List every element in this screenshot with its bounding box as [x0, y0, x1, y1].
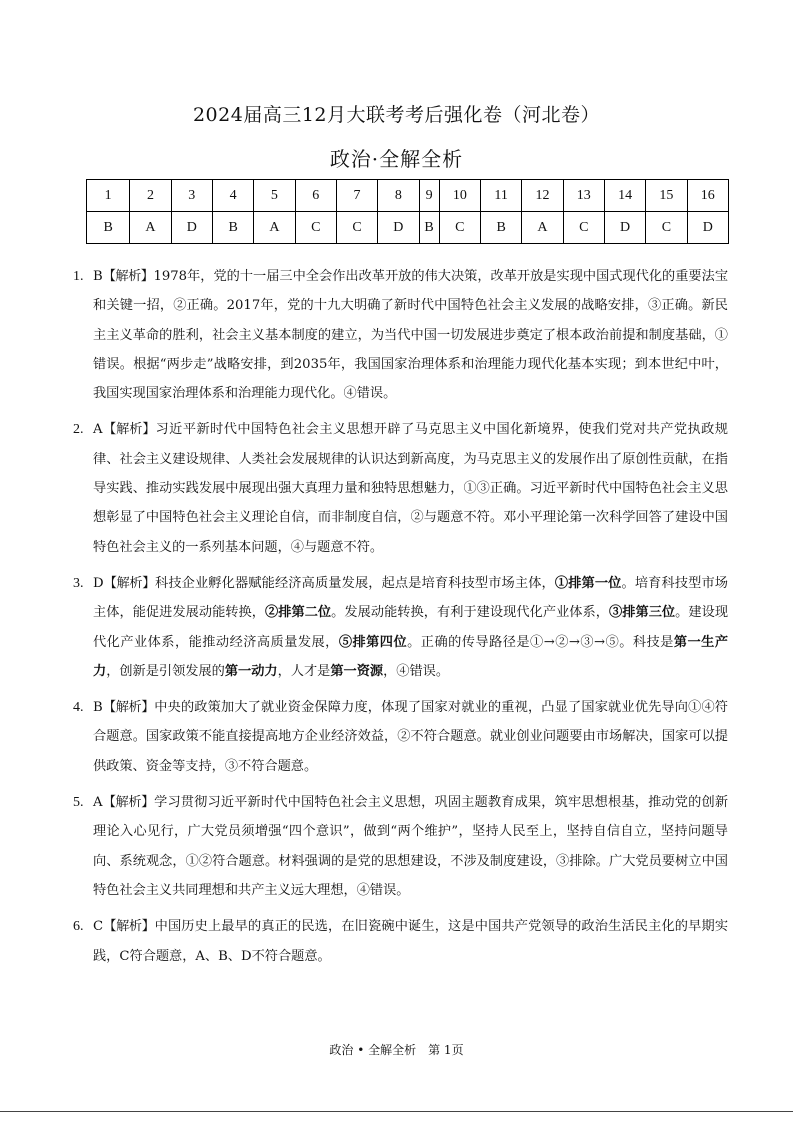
question-number-cell: 12 — [522, 180, 563, 212]
item-body — [93, 415, 728, 561]
item-answer: A — [93, 795, 103, 811]
item-answer: C — [93, 919, 104, 935]
question-number-cell: 9 — [419, 180, 439, 212]
answer-cell: A — [130, 212, 171, 244]
item-text: ，人才是 — [277, 663, 331, 679]
explanation-item — [73, 788, 728, 905]
question-number-cell: 5 — [254, 180, 295, 212]
item-body — [93, 262, 728, 408]
item-number: 1. — [73, 269, 84, 284]
analysis-tag: 【解析】 — [102, 795, 155, 811]
item-answer: D — [93, 575, 104, 591]
item-text: 学习贯彻习近平新时代中国特色社会主义思想，巩固主题教育成果，筑牢思想根基，推动党的创新理论入心见行，广大党员须增强“四个意识”，做到“两个维护”，坚持人民至上，坚持自信自立，坚持问题导向、系统观念，①②符合题意。材料强调的是党的思想建设，不涉及制度建设，③排除。广大党员要树立中国特色社会主义共同理想和共产主义远大理想，④错误。 — [93, 795, 729, 898]
emphasis-text: ②排第二位 — [265, 605, 332, 621]
question-number-cell: 15 — [646, 180, 687, 212]
item-number: 4. — [73, 700, 84, 716]
analysis-tag: 【解析】 — [102, 422, 156, 438]
answer-cell: B — [419, 212, 439, 244]
item-number: 3. — [73, 575, 84, 591]
answer-cell: A — [254, 212, 295, 244]
item-body — [93, 569, 728, 686]
answer-cell: C — [439, 212, 480, 244]
answer-cell: C — [646, 212, 687, 244]
answer-cell: B — [480, 212, 521, 244]
question-number-cell: 8 — [378, 180, 419, 212]
item-text: 中国历史上最早的真正的民选，在旧瓷碗中诞生，这是中国共产党领导的政治生活民主化的早期实践，C符合题意，A、B、D不符合题意。 — [93, 919, 729, 964]
item-body — [93, 912, 728, 971]
item-number: 2. — [73, 422, 84, 438]
answer-table-answer-row — [87, 212, 729, 244]
item-text: 习近平新时代中国特色社会主义思想开辟了马克思主义中国化新境界，使我们党对共产党执政规律、社会主义建设规律、人类社会发展规律的认识达到新高度，为马克思主义的发展作出了原创性贡献，在指导实践、推动实践发展中展现出强大真理力量和独特思想魅力，①③正确。习近平新时代中国特色社会主义思想彰显了中国特色社会主义理论自信，而非制度自信，②与题意不符。邓小平理论第一次科学回答了建设中国特色社会主义的一系列基本问题，④与题意不符。 — [93, 422, 728, 555]
answer-cell: B — [87, 212, 130, 244]
emphasis-text: ③排第三位 — [609, 605, 676, 621]
question-number-cell: 1 — [87, 180, 130, 212]
explanation-item — [73, 693, 728, 781]
question-number-cell: 4 — [212, 180, 253, 212]
item-text: ，创新是引领发展的 — [106, 663, 225, 679]
question-number-cell: 14 — [604, 180, 645, 212]
emphasis-text: ⑤排第四位 — [338, 634, 408, 650]
question-number-cell: 3 — [171, 180, 212, 212]
answer-table-number-row — [87, 180, 729, 212]
item-number: 5. — [73, 795, 84, 811]
item-text: 。建设现代化产业体系，能推动经济高质量发展， — [93, 605, 729, 650]
bottom-rule — [0, 1111, 793, 1112]
emphasis-text: 第一生产力 — [93, 634, 729, 679]
analysis-tag: 【解析】 — [102, 269, 154, 284]
item-answer: A — [93, 422, 103, 438]
item-answer: B — [93, 700, 103, 716]
question-number-cell: 13 — [563, 180, 604, 212]
analysis-tag: 【解析】 — [103, 575, 156, 591]
page-footer: 政治 • 全解全析 第 1页 — [329, 1043, 464, 1057]
answer-cell: D — [687, 212, 728, 244]
analysis-tag: 【解析】 — [103, 919, 155, 935]
item-body — [93, 788, 728, 905]
answer-cell: B — [212, 212, 253, 244]
explanation-item — [73, 262, 728, 408]
question-number-cell: 2 — [130, 180, 171, 212]
question-number-cell: 7 — [336, 180, 377, 212]
answer-cell: D — [604, 212, 645, 244]
emphasis-text: 第一资源 — [330, 663, 384, 679]
emphasis-text: 第一动力 — [224, 663, 278, 679]
explanation-item — [73, 912, 728, 971]
question-number-cell: 11 — [480, 180, 521, 212]
answer-table — [86, 179, 729, 244]
answer-cell: D — [378, 212, 419, 244]
item-text: 。正确的传导路径是①→②→③→⑤。科技是 — [407, 634, 674, 650]
item-text: 1978年，党的十一届三中全会作出改革开放的伟大决策，改革开放是实现中国式现代化的重要法宝和关键一招，②正确。2017年，党的十九大明确了新时代中国特色社会主义发展的战略安排，③正确。新民主主义革命的胜利，社会主义基本制度的建立，为当代中国一切发展进步奠定了根本政治前提和制度基础，①错误。根据“两步走”战略安排，到2035年，我国国家治理体系和治理能力现代化基本实现；到本世纪中叶，我国实现国家治理体系和治理能力现代化。④错误。 — [93, 269, 729, 402]
explanation-item — [73, 569, 728, 686]
item-body — [93, 693, 728, 781]
item-text: 中央的政策加大了就业资金保障力度，体现了国家对就业的重视，凸显了国家就业优先导向①④符合题意。国家政策不能直接提高地方企业经济效益，②不符合题意。就业创业问题要由市场解决，国家可以提供政策、资金等支持，③不符合题意。 — [93, 700, 728, 774]
item-text: 。发展动能转换，有利于建设现代化产业体系， — [331, 605, 609, 621]
item-text: 科技企业孵化器赋能经济高质量发展，起点是培育科技型市场主体， — [155, 575, 555, 591]
item-text: ，④错误。 — [383, 663, 450, 679]
question-number-cell: 6 — [295, 180, 336, 212]
answer-cell: A — [522, 212, 563, 244]
page-subtitle: 政治·全解全析 — [329, 147, 464, 171]
analysis-tag: 【解析】 — [102, 700, 155, 716]
explanation-list — [73, 262, 728, 978]
answer-cell: D — [171, 212, 212, 244]
answer-cell: C — [336, 212, 377, 244]
item-answer: B — [93, 269, 103, 284]
question-number-cell: 10 — [439, 180, 480, 212]
emphasis-text: ①排第一位 — [554, 575, 622, 591]
answer-cell: C — [295, 212, 336, 244]
page-title: 2024届高三12月大联考考后强化卷（河北卷） — [192, 104, 601, 126]
item-number: 6. — [73, 919, 84, 935]
question-number-cell: 16 — [687, 180, 728, 212]
answer-cell: C — [563, 212, 604, 244]
item-text: 。培育科技型市场主体，能促进发展动能转换， — [93, 575, 728, 621]
explanation-item — [73, 415, 728, 561]
